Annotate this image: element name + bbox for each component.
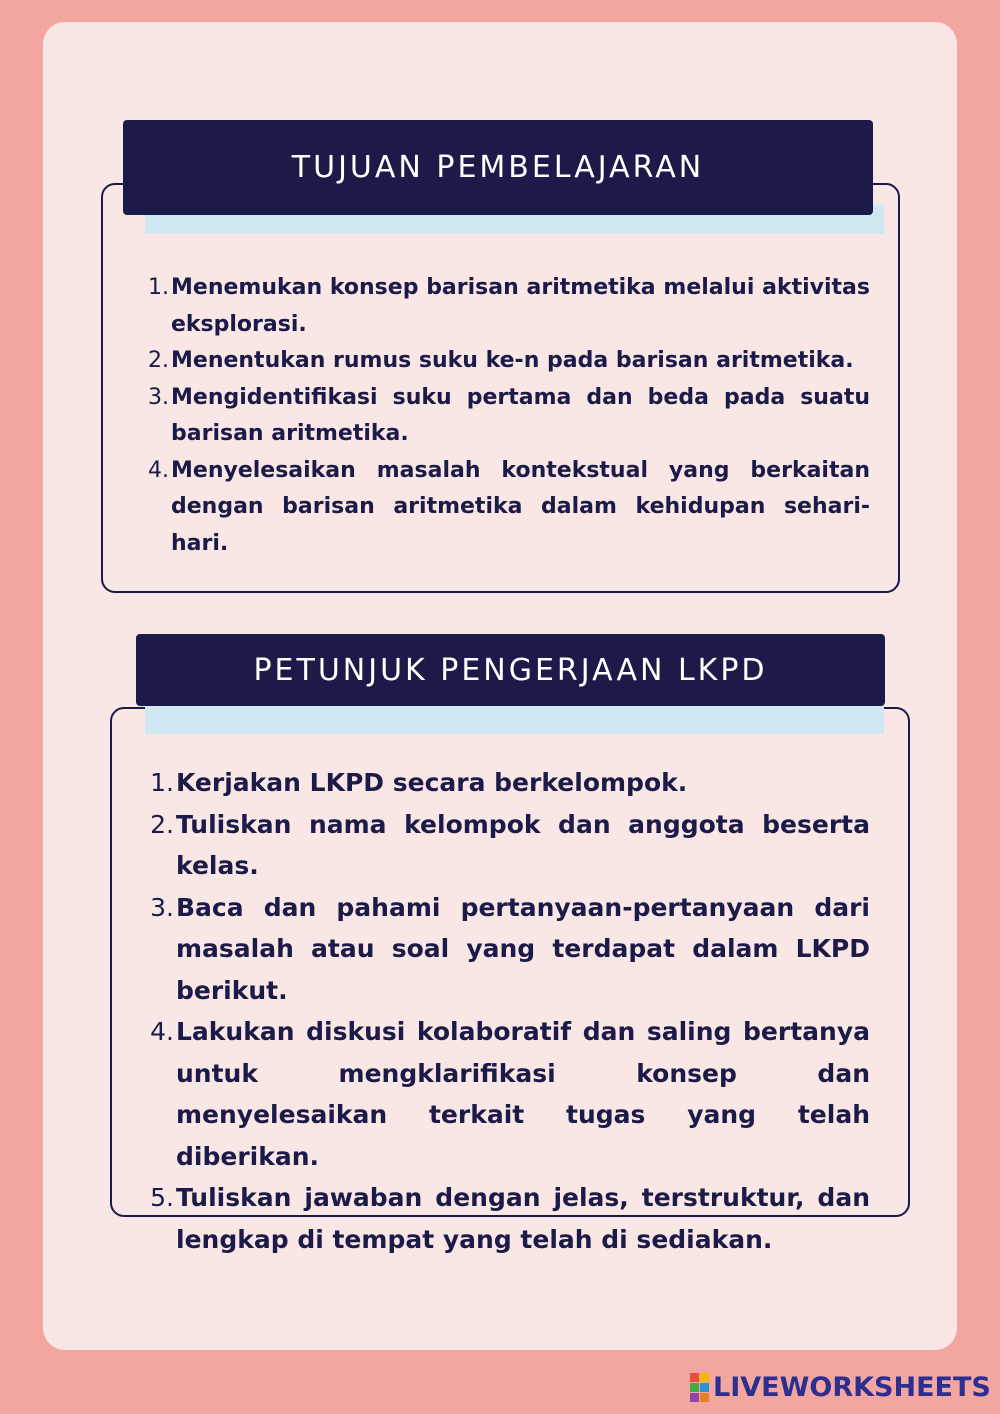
objectives-list — [145, 270, 870, 562]
list-item: 1. Menemukan konsep barisan aritmetika melalui aktivitas eksplorasi. — [148, 275, 870, 337]
learning-objectives-header — [123, 120, 873, 215]
list-item: 3. Baca dan pahami pertanyaan-pertanyaan dari masalah atau soal yang terdapat dalam LKPD berikut. — [150, 892, 870, 1005]
watermark-text: LIVEWORKSHEETS — [713, 1372, 991, 1403]
list-item: 1. Kerjakan LKPD secara berkelompok. — [150, 768, 688, 797]
section-title: TUJUAN PEMBELAJARAN — [291, 150, 705, 185]
instructions-list — [150, 762, 870, 1260]
instructions-header — [136, 634, 885, 706]
list-item: 4. Menyelesaikan masalah kontekstual yang berkaitan dengan barisan aritmetika dalam kehidupan sehari-hari. — [148, 457, 870, 556]
list-item: 2. Menentukan rumus suku ke-n pada barisan aritmetika. — [148, 348, 854, 373]
section-title: PETUNJUK PENGERJAAN LKPD — [253, 652, 768, 688]
liveworksheets-logo-icon — [690, 1373, 710, 1403]
list-item: 2. Tuliskan nama kelompok dan anggota beserta kelas. — [150, 809, 870, 880]
list-item: 5. Tuliskan jawaban dengan jelas, terstruktur, dan lengkap di tempat yang telah di sediakan. — [150, 1183, 870, 1254]
header-shadow — [145, 703, 884, 734]
list-item: 4. Lakukan diskusi kolaboratif dan saling bertanya untuk mengklarifikasi konsep dan menyelesaikan terkait tugas yang telah diberikan. — [150, 1017, 870, 1171]
list-item: 3. Mengidentifikasi suku pertama dan beda pada suatu barisan aritmetika. — [148, 384, 870, 446]
liveworksheets-watermark[interactable] — [690, 1372, 991, 1403]
